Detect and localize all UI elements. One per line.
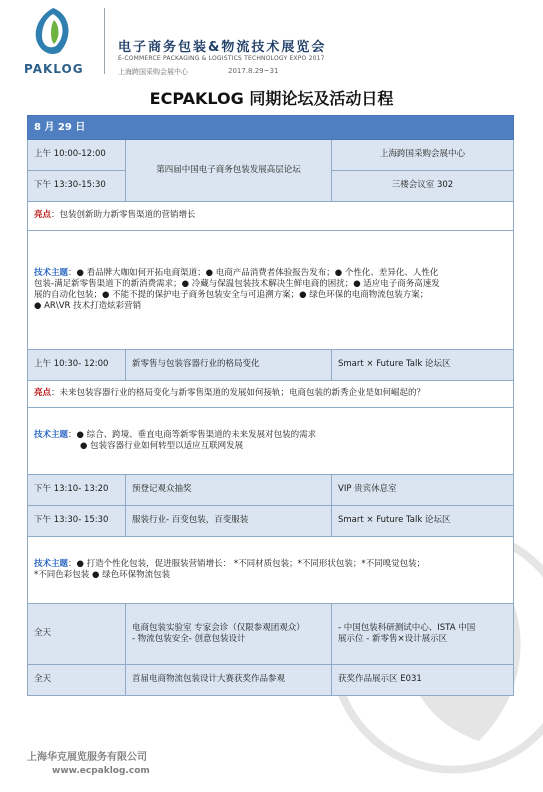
header-divider bbox=[104, 8, 105, 74]
page-title: ECPAKLOG 同期论坛及活动日程 bbox=[149, 89, 394, 108]
expo-title: 电子商务包装&物流技术展览会 bbox=[118, 40, 327, 55]
topics-cell bbox=[28, 231, 514, 350]
topics-line: 包装-满足新零售渠道下的新消费需求；● 冷藏与保温包装技术解决生鲜电商的困扰；● 适应电子商务高速发 bbox=[34, 278, 440, 289]
location-cell: Smart × Future Talk 论坛区 bbox=[332, 506, 514, 537]
event-cell: 首届电商物流包装设计大赛获奖作品参观 bbox=[126, 665, 332, 696]
event-line: 电商包装实验室 专家会诊（仅限参观团观众） bbox=[132, 622, 305, 633]
highlight-row bbox=[28, 202, 514, 231]
location-line: 展示位 - 新零售×设计展示区 bbox=[338, 634, 448, 644]
expo-dates: 2017.8.29~31 bbox=[228, 67, 279, 75]
topics-line: ● AR\VR 技术打造炫彩营销 bbox=[34, 301, 142, 312]
topics-row bbox=[28, 231, 514, 350]
location-cell: 上海跨国采购会展中心 bbox=[332, 140, 514, 171]
topics-cell bbox=[28, 408, 514, 475]
highlight-text: ：未来包装容器行业的格局变化与新零售渠道的发展如何接轨；电商包装的新秀企业是如何崛起的？ bbox=[51, 388, 426, 399]
location-cell bbox=[332, 604, 514, 665]
highlight-row bbox=[28, 381, 514, 408]
expo-venue: 上海跨国采购会展中心 bbox=[118, 68, 188, 76]
table-row bbox=[28, 506, 514, 537]
event-line: - 物流包装安全- 创意包装设计 bbox=[132, 634, 246, 644]
time-cell: 全天 bbox=[28, 665, 126, 696]
topics-line: 展的自动化包装；● 不能不提的保护电子商务包装安全与可追溯方案；● 绿色环保的电商物流包装方案； bbox=[34, 290, 429, 300]
time-cell: 上午 10:30- 12:00 bbox=[28, 350, 126, 381]
highlight-cell bbox=[28, 202, 514, 231]
time-cell: 下午 13:30- 15:30 bbox=[28, 506, 126, 537]
header bbox=[0, 0, 543, 84]
footer-url[interactable]: www.ecpaklog.com bbox=[52, 766, 150, 776]
topics-line: ：● 综合、跨境、垂直电商等新零售渠道的未来发展对包装的需求 bbox=[68, 429, 317, 440]
expo-title-en: E-COMMERCE PACKAGING & LOGISTICS TECHNOLOGY EXPO 2017 bbox=[118, 55, 325, 62]
event-cell: 预登记观众抽奖 bbox=[126, 475, 332, 506]
event-cell: 服装行业- 百变包装，百变服装 bbox=[126, 506, 332, 537]
event-cell: 新零售与包装容器行业的格局变化 bbox=[126, 350, 332, 381]
date-header-row bbox=[28, 116, 514, 140]
date-label: 8 月 29 日 bbox=[28, 116, 514, 140]
topics-line: ● 包装容器行业如何转型以适应互联网发展 bbox=[80, 441, 244, 451]
topics-label: 技术主题 bbox=[34, 558, 69, 569]
table-row bbox=[28, 350, 514, 381]
table-row bbox=[28, 475, 514, 506]
schedule-table bbox=[27, 115, 514, 696]
topics-line: ：● 看品牌大咖如何开拓电商渠道；● 电商产品消费者体验报告发布；● 个性化、差异化、人性化 bbox=[68, 267, 439, 278]
time-cell: 下午 13:30-15:30 bbox=[28, 171, 126, 202]
topics-cell bbox=[28, 537, 514, 604]
topics-line: *不同色彩包装 ● 绿色环保物流包装 bbox=[34, 570, 171, 580]
location-cell: 获奖作品展示区 E031 bbox=[332, 665, 514, 696]
location-cell: 三楼会议室 302 bbox=[332, 171, 514, 202]
logo-text: PAKLOG bbox=[24, 62, 84, 76]
time-cell: 上午 10:00-12:00 bbox=[28, 140, 126, 171]
highlight-label: 亮点 bbox=[34, 388, 52, 399]
table-row bbox=[28, 665, 514, 696]
topics-label: 技术主题 bbox=[34, 267, 69, 278]
event-cell bbox=[126, 604, 332, 665]
topics-row bbox=[28, 537, 514, 604]
highlight-text: ：包装创新助力新零售渠道的营销增长 bbox=[51, 210, 196, 221]
table-row bbox=[28, 604, 514, 665]
highlight-label: 亮点 bbox=[34, 210, 52, 221]
location-line: - 中国包装科研测试中心、ISTA 中国 bbox=[338, 622, 476, 633]
paklog-logo-icon bbox=[30, 6, 76, 60]
topics-label: 技术主题 bbox=[34, 429, 69, 440]
footer-company: 上海华克展览服务有限公司 bbox=[27, 752, 147, 763]
time-cell: 全天 bbox=[28, 604, 126, 665]
location-cell: Smart × Future Talk 论坛区 bbox=[332, 350, 514, 381]
highlight-cell bbox=[28, 381, 514, 408]
location-cell: VIP 贵宾休息室 bbox=[332, 475, 514, 506]
time-cell: 下午 13:10- 13:20 bbox=[28, 475, 126, 506]
topics-line: ：● 打造个性化包装，促进服装营销增长： *不同材质包装；*不同形状包装；*不同嗅觉包装； bbox=[68, 558, 426, 569]
event-cell: 第四届中国电子商务包装发展高层论坛 bbox=[126, 140, 332, 202]
topics-row bbox=[28, 408, 514, 475]
table-row bbox=[28, 140, 514, 171]
